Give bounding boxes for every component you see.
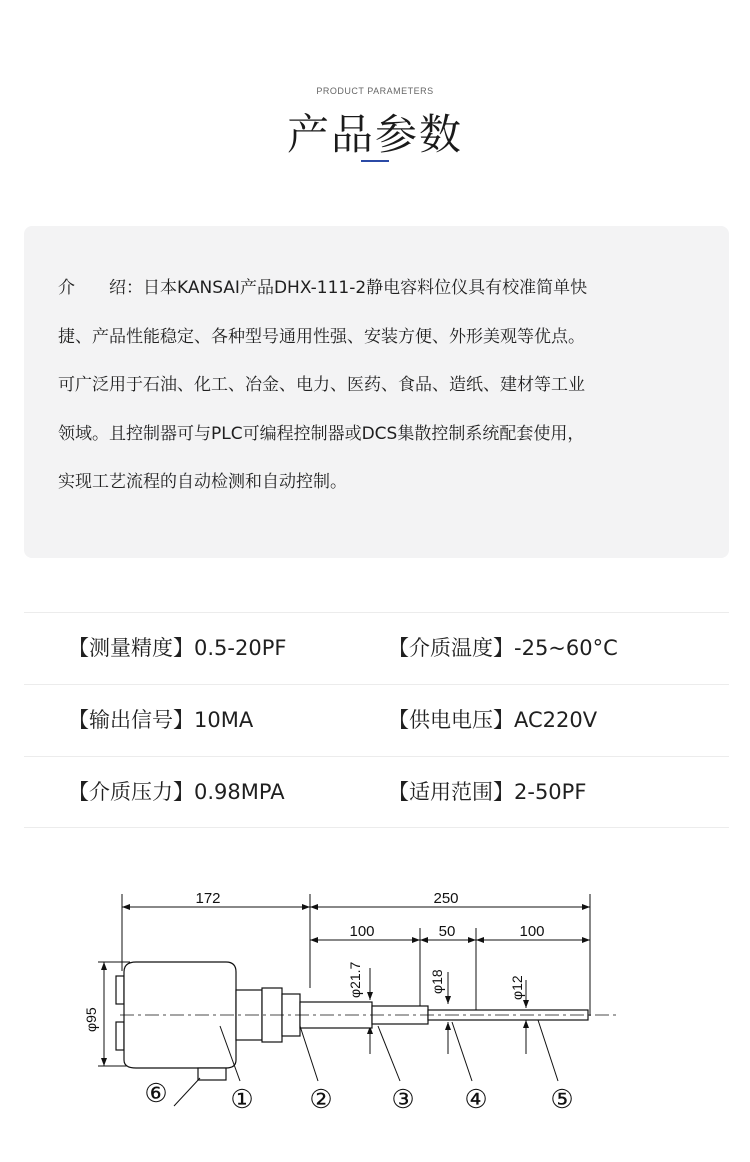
dim-100-b: 100 (519, 923, 545, 940)
param-measure-accuracy: 【测量精度】0.5-20PF (68, 636, 287, 660)
intro-text (58, 264, 698, 507)
intro-line: 介 绍：日本KANSAI产品DHX-111-2静电容料位仪具有校准简单快 (58, 278, 588, 298)
param-row (24, 684, 729, 756)
dim-phi21-7: φ21.7 (347, 961, 363, 998)
dim-phi95: φ95 (83, 1007, 99, 1032)
intro-line: 实现工艺流程的自动检测和自动控制。 (58, 472, 347, 492)
dim-100-a: 100 (349, 923, 375, 940)
callout-6: ⑥ (144, 1078, 168, 1108)
intro-line: 可广泛用于石油、化工、冶金、电力、医药、食品、造纸、建材等工业 (58, 375, 585, 395)
param-supply-voltage: 【供电电压】AC220V (388, 708, 598, 732)
param-medium-temperature: 【介质温度】-25~60°C (388, 636, 618, 660)
dim-phi12: φ12 (509, 975, 525, 1000)
dimension-drawing (60, 876, 640, 1126)
page-subtitle: PRODUCT PARAMETERS (316, 86, 434, 96)
callout-3: ③ (391, 1084, 415, 1114)
param-output-signal: 【输出信号】10MA (68, 708, 254, 732)
callout-1: ① (230, 1084, 254, 1114)
dim-50: 50 (438, 923, 456, 940)
intro-line: 领域。且控制器可与PLC可编程控制器或DCS集散控制系统配套使用， (58, 423, 585, 444)
callout-2: ② (309, 1084, 333, 1114)
param-range: 【适用范围】2-50PF (388, 780, 587, 804)
title-underline (361, 160, 389, 162)
dim-172: 172 (195, 890, 221, 907)
callout-5: ⑤ (550, 1084, 574, 1114)
param-row (24, 612, 729, 684)
params-table (24, 612, 729, 828)
callout-4: ④ (464, 1084, 488, 1114)
intro-line: 捷、产品性能稳定、各种型号通用性强、安装方便、外形美观等优点。 (58, 326, 585, 347)
param-medium-pressure: 【介质压力】0.98MPA (68, 780, 285, 804)
param-row (24, 756, 729, 828)
dim-250: 250 (433, 890, 459, 907)
page-title: 产品参数 (286, 110, 463, 159)
dim-phi18: φ18 (429, 969, 445, 994)
